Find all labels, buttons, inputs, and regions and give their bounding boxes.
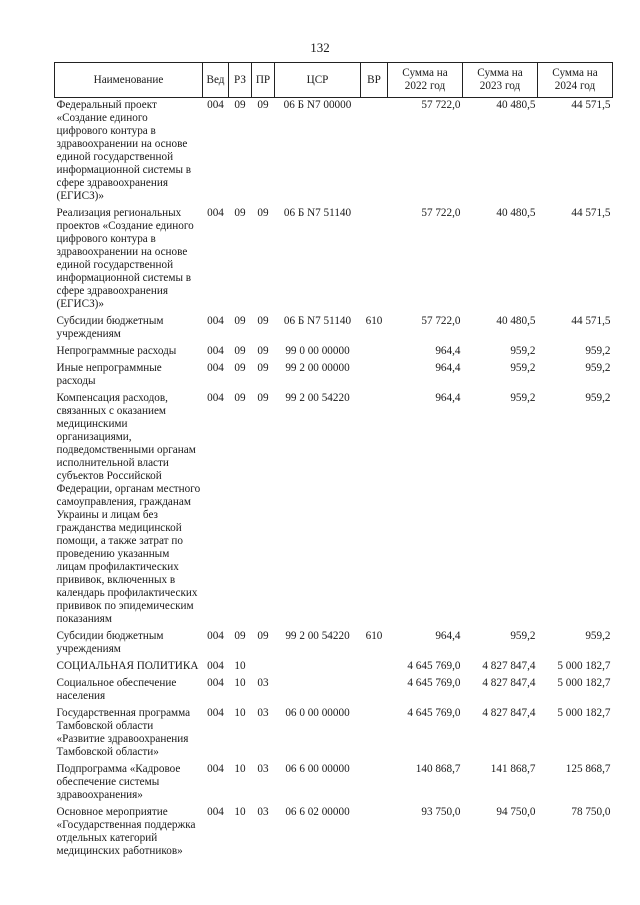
row-sum-2024: 5 000 182,7 bbox=[557, 707, 611, 719]
row-pr: 09 bbox=[257, 630, 269, 642]
row-csr: 99 2 00 54220 bbox=[285, 392, 350, 404]
row-csr: 06 Б N7 51140 bbox=[283, 207, 352, 219]
row-name: Субсидии бюджетным учреждениям bbox=[56, 315, 164, 340]
row-name: СОЦИАЛЬНАЯ ПОЛИТИКА bbox=[56, 660, 199, 672]
row-csr: 06 6 00 00000 bbox=[285, 763, 350, 775]
header-sum-2022: Сумма на 2022 год bbox=[388, 63, 463, 98]
row-sum-2023: 4 827 847,4 bbox=[482, 660, 536, 672]
row-sum-2022: 964,4 bbox=[435, 345, 461, 357]
table-row bbox=[55, 98, 613, 207]
row-rz: 09 bbox=[234, 362, 246, 374]
row-name: Основное мероприятие «Государственная поддержка отдельных категорий медицинских работников» bbox=[56, 806, 196, 857]
row-ved: 004 bbox=[207, 345, 224, 357]
row-name: Иные непрограммные расходы bbox=[56, 362, 162, 387]
row-rz: 09 bbox=[234, 392, 246, 404]
row-vr: 610 bbox=[365, 630, 383, 642]
row-rz: 09 bbox=[234, 630, 246, 642]
row-csr bbox=[275, 676, 361, 706]
row-name: Социальное обеспечение населения bbox=[56, 677, 177, 702]
row-sum-2022: 57 722,0 bbox=[421, 315, 461, 327]
row-rz: 10 bbox=[234, 806, 246, 818]
row-name: Реализация региональных проектов «Создание единого цифрового контура в здравоохранении на основе единой государственной информационной системы в сфере здравоохранения (ЕГИСЗ)» bbox=[56, 207, 194, 310]
row-pr bbox=[252, 659, 275, 676]
row-vr bbox=[361, 659, 388, 676]
row-csr: 06 6 02 00000 bbox=[285, 806, 350, 818]
table-row bbox=[55, 805, 613, 861]
row-ved: 004 bbox=[207, 677, 224, 689]
row-vr bbox=[361, 676, 388, 706]
header-sum-2024: Сумма на 2024 год bbox=[538, 63, 613, 98]
row-rz: 10 bbox=[234, 660, 246, 672]
header-vr: ВР bbox=[361, 63, 388, 98]
row-csr: 06 0 00 00000 bbox=[285, 707, 350, 719]
table-row bbox=[55, 676, 613, 706]
row-sum-2024: 5 000 182,7 bbox=[557, 677, 611, 689]
header-csr: ЦСР bbox=[275, 63, 361, 98]
row-sum-2023: 40 480,5 bbox=[496, 315, 536, 327]
row-rz: 09 bbox=[234, 315, 246, 327]
row-sum-2024: 44 571,5 bbox=[571, 315, 611, 327]
row-vr bbox=[361, 706, 388, 762]
row-pr: 09 bbox=[257, 315, 269, 327]
row-pr: 09 bbox=[257, 362, 269, 374]
row-ved: 004 bbox=[207, 630, 224, 642]
row-sum-2022: 964,4 bbox=[435, 630, 461, 642]
row-vr bbox=[361, 361, 388, 391]
row-pr: 03 bbox=[257, 707, 269, 719]
row-vr bbox=[361, 391, 388, 629]
budget-table bbox=[54, 62, 613, 861]
row-sum-2022: 140 868,7 bbox=[415, 763, 461, 775]
row-ved: 004 bbox=[207, 99, 224, 111]
row-sum-2023: 959,2 bbox=[510, 392, 536, 404]
row-sum-2023: 40 480,5 bbox=[496, 207, 536, 219]
row-sum-2022: 4 645 769,0 bbox=[407, 660, 461, 672]
row-rz: 10 bbox=[234, 707, 246, 719]
row-vr bbox=[361, 98, 388, 207]
row-ved: 004 bbox=[207, 660, 224, 672]
row-rz: 10 bbox=[234, 677, 246, 689]
row-sum-2022: 964,4 bbox=[435, 362, 461, 374]
row-sum-2022: 57 722,0 bbox=[421, 207, 461, 219]
row-vr bbox=[361, 206, 388, 314]
row-vr bbox=[361, 344, 388, 361]
table-row bbox=[55, 391, 613, 629]
row-sum-2023: 94 750,0 bbox=[496, 806, 536, 818]
table-row bbox=[55, 706, 613, 762]
row-sum-2022: 57 722,0 bbox=[421, 99, 461, 111]
header-name: Наименование bbox=[55, 63, 203, 98]
row-name: Государственная программа Тамбовской области «Развитие здравоохранения Тамбовской области» bbox=[56, 707, 191, 758]
row-sum-2022: 964,4 bbox=[435, 392, 461, 404]
row-sum-2022: 4 645 769,0 bbox=[407, 707, 461, 719]
row-sum-2024: 5 000 182,7 bbox=[557, 660, 611, 672]
row-ved: 004 bbox=[207, 806, 224, 818]
page-number: 132 bbox=[310, 40, 330, 55]
table-row bbox=[55, 344, 613, 361]
table-row bbox=[55, 206, 613, 314]
row-csr: 99 0 00 00000 bbox=[285, 345, 350, 357]
table-header bbox=[55, 63, 613, 98]
row-sum-2023: 141 868,7 bbox=[490, 763, 536, 775]
table-row bbox=[55, 629, 613, 659]
row-ved: 004 bbox=[207, 362, 224, 374]
header-ved: Вед bbox=[203, 63, 229, 98]
row-pr: 09 bbox=[257, 392, 269, 404]
header-sum-2023: Сумма на 2023 год bbox=[463, 63, 538, 98]
row-pr: 09 bbox=[257, 99, 269, 111]
row-name: Подпрограмма «Кадровое обеспечение системы здравоохранения» bbox=[56, 763, 181, 801]
row-ved: 004 bbox=[207, 763, 224, 775]
row-ved: 004 bbox=[207, 207, 224, 219]
row-rz: 10 bbox=[234, 763, 246, 775]
header-pr: ПР bbox=[252, 63, 275, 98]
table-row bbox=[55, 314, 613, 344]
header-rz: РЗ bbox=[229, 63, 252, 98]
row-sum-2024: 125 868,7 bbox=[565, 763, 611, 775]
row-sum-2022: 4 645 769,0 bbox=[407, 677, 461, 689]
row-sum-2024: 44 571,5 bbox=[571, 99, 611, 111]
row-pr: 09 bbox=[257, 207, 269, 219]
row-sum-2024: 959,2 bbox=[585, 630, 611, 642]
row-sum-2023: 959,2 bbox=[510, 630, 536, 642]
row-pr: 03 bbox=[257, 677, 269, 689]
row-rz: 09 bbox=[234, 345, 246, 357]
row-sum-2024: 959,2 bbox=[585, 392, 611, 404]
row-csr bbox=[275, 659, 361, 676]
row-sum-2024: 44 571,5 bbox=[571, 207, 611, 219]
table-row bbox=[55, 361, 613, 391]
row-ved: 004 bbox=[207, 315, 224, 327]
row-pr: 03 bbox=[257, 806, 269, 818]
row-vr bbox=[361, 762, 388, 805]
row-sum-2022: 93 750,0 bbox=[421, 806, 461, 818]
row-vr: 610 bbox=[365, 315, 383, 327]
row-name: Субсидии бюджетным учреждениям bbox=[56, 630, 164, 655]
row-vr bbox=[361, 805, 388, 861]
row-sum-2023: 959,2 bbox=[510, 362, 536, 374]
row-sum-2024: 959,2 bbox=[585, 345, 611, 357]
table-row bbox=[55, 659, 613, 676]
row-name: Компенсация расходов, связанных с оказанием медицинскими организациями, подведомственными органам исполнительной власти субъектов Российской Федерации, органам местного самоуправления, гражданам Украины и лицам без гражданства медицинской помощи, а также затрат по проведению указанным лицам профилактических прививок, включенных в календарь профилактических прививок по эпидемическим показаниям bbox=[56, 392, 201, 625]
row-sum-2023: 959,2 bbox=[510, 345, 536, 357]
row-name: Федеральный проект «Создание единого цифрового контура в здравоохранении на основе единой государственной информационной системы в сфере здравоохранения (ЕГИСЗ)» bbox=[56, 99, 192, 202]
row-sum-2024: 78 750,0 bbox=[571, 806, 611, 818]
row-pr: 03 bbox=[257, 763, 269, 775]
row-csr: 06 Б N7 00000 bbox=[283, 99, 352, 111]
row-ved: 004 bbox=[207, 392, 224, 404]
row-sum-2023: 40 480,5 bbox=[496, 99, 536, 111]
row-name: Непрограммные расходы bbox=[56, 345, 177, 357]
row-csr: 99 2 00 00000 bbox=[285, 362, 350, 374]
row-pr: 09 bbox=[257, 345, 269, 357]
row-rz: 09 bbox=[234, 207, 246, 219]
row-csr: 06 Б N7 51140 bbox=[283, 315, 352, 327]
row-sum-2024: 959,2 bbox=[585, 362, 611, 374]
row-sum-2023: 4 827 847,4 bbox=[482, 707, 536, 719]
row-ved: 004 bbox=[207, 707, 224, 719]
row-sum-2023: 4 827 847,4 bbox=[482, 677, 536, 689]
table-row bbox=[55, 762, 613, 805]
row-rz: 09 bbox=[234, 99, 246, 111]
row-csr: 99 2 00 54220 bbox=[285, 630, 350, 642]
table-body bbox=[55, 98, 613, 862]
